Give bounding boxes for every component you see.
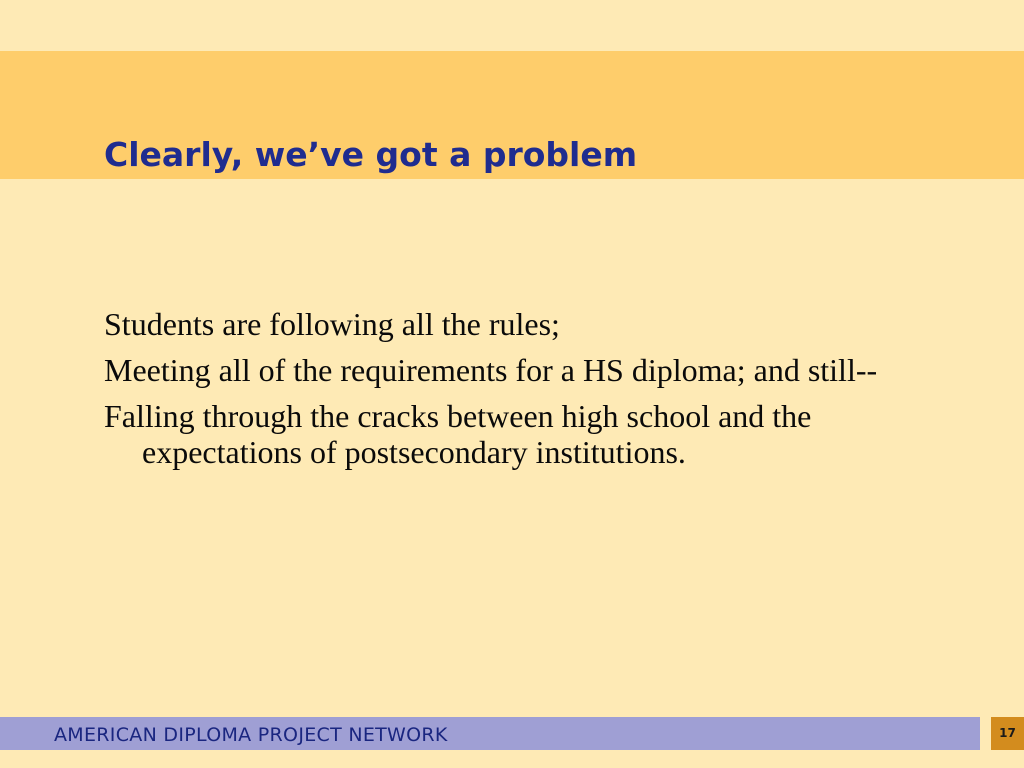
bullet-item: Falling through the cracks between high school and the expectations of postsecondary institutions. <box>104 398 812 470</box>
bullet-item: Students are following all the rules; <box>104 306 560 342</box>
bullet-item: Meeting all of the requirements for a HS diploma; and still-- <box>104 352 878 388</box>
footer-organization: AMERICAN DIPLOMA PROJECT NETWORK <box>54 724 448 746</box>
slide-title: Clearly, we’ve got a problem <box>104 135 638 174</box>
bullet-list <box>104 306 944 480</box>
page-number-badge: 17 <box>991 717 1024 750</box>
